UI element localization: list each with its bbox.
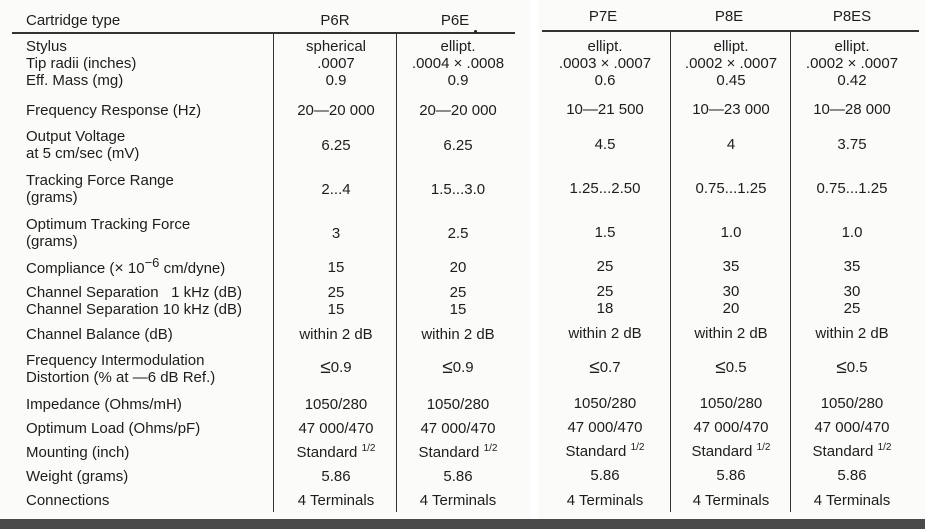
cell-p6e-compliance: 20 xyxy=(449,259,467,276)
cell-p7e-voltage: 4.5 xyxy=(594,136,616,153)
cell-p7e-frequency: 10—21 500 xyxy=(566,101,644,118)
cell-p6e-balance: within 2 dB xyxy=(421,326,495,343)
row-label-mounting: Mounting (inch) xyxy=(26,444,130,461)
cell-p7e-load: 47 000/470 xyxy=(567,419,643,436)
cell-p6e-frequency: 20—20 000 xyxy=(419,102,497,119)
header-cartridge-type: Cartridge type xyxy=(26,12,121,29)
header-model-p8e: P8E xyxy=(714,8,744,25)
cell-p6e-impedance: 1050/280 xyxy=(426,396,490,413)
cell-p6e-voltage: 6.25 xyxy=(443,137,473,154)
cell-p8es-intermodulation: ≤0.5 xyxy=(836,357,868,378)
cell-p6r-frequency: 20—20 000 xyxy=(297,102,375,119)
row-label-output-voltage: Output Voltage at 5 cm/sec (mV) xyxy=(26,128,140,162)
row-label-channel-balance: Channel Balance (dB) xyxy=(26,326,173,343)
cell-p6r-mounting: Standard $^{1/2}$ xyxy=(296,443,376,461)
cell-p6r-intermodulation: ≤0.9 xyxy=(320,357,352,378)
cell-p7e-compliance: 25 xyxy=(596,258,614,275)
bottom-edge-bar xyxy=(0,519,925,529)
cell-p8es-optimum-force: 1.0 xyxy=(841,224,863,241)
header-rule-right xyxy=(542,30,919,32)
cell-p8e-balance: within 2 dB xyxy=(694,325,768,342)
cell-p8e-intermodulation: ≤0.5 xyxy=(715,357,747,378)
cell-p8es-separation: 30 25 xyxy=(843,283,861,317)
cell-p6e-stylus: ellipt. .0004 × .0008 0.9 xyxy=(411,38,505,89)
cell-p8e-voltage: 4 xyxy=(726,136,736,153)
cell-p7e-intermodulation: ≤0.7 xyxy=(589,357,621,378)
cell-p6r-optimum-force: 3 xyxy=(331,225,341,242)
row-label-channel-separation: Channel Separation 1 kHz (dB) Channel Separation 10 kHz (dB) xyxy=(26,284,242,318)
header-model-p6e: P6E xyxy=(440,12,470,29)
cell-p8e-frequency: 10—23 000 xyxy=(692,101,770,118)
cell-p8e-connections: 4 Terminals xyxy=(692,492,770,509)
cell-p8es-impedance: 1050/280 xyxy=(820,395,884,412)
cell-p6r-connections: 4 Terminals xyxy=(297,492,375,509)
row-label-frequency-response: Frequency Response (Hz) xyxy=(26,102,202,119)
header-model-p6r: P6R xyxy=(320,12,350,29)
cell-p8e-mounting: Standard $^{1/2}$ xyxy=(691,442,771,460)
cell-p7e-connections: 4 Terminals xyxy=(566,492,644,509)
cell-p8e-stylus: ellipt. .0002 × .0007 0.45 xyxy=(684,38,778,89)
row-label-connections: Connections xyxy=(26,492,110,509)
header-rule-left xyxy=(12,32,515,34)
cell-p7e-stylus: ellipt. .0003 × .0007 0.6 xyxy=(558,38,652,89)
row-label-intermodulation: Frequency Intermodulation Distortion (% at —6 dB Ref.) xyxy=(26,352,216,386)
page-gutter xyxy=(531,0,538,529)
cell-p8es-frequency: 10—28 000 xyxy=(813,101,891,118)
cell-p6e-intermodulation: ≤0.9 xyxy=(442,357,474,378)
row-label-impedance: Impedance (Ohms/mH) xyxy=(26,396,182,413)
cell-p7e-impedance: 1050/280 xyxy=(573,395,637,412)
cell-p7e-tracking-range: 1.25...2.50 xyxy=(569,180,641,197)
cell-p6e-optimum-force: 2.5 xyxy=(447,225,469,242)
cell-p6r-tracking-range: 2...4 xyxy=(321,181,351,198)
cell-p8es-load: 47 000/470 xyxy=(814,419,890,436)
row-label-tracking-force-range: Tracking Force Range (grams) xyxy=(26,172,174,206)
cell-p7e-optimum-force: 1.5 xyxy=(594,224,616,241)
row-label-optimum-tracking-force: Optimum Tracking Force (grams) xyxy=(26,216,191,250)
cell-p6r-balance: within 2 dB xyxy=(299,326,373,343)
cell-p6r-impedance: 1050/280 xyxy=(304,396,368,413)
cell-p8es-weight: 5.86 xyxy=(837,467,867,484)
cell-p8e-weight: 5.86 xyxy=(716,467,746,484)
row-label-weight: Weight (grams) xyxy=(26,468,129,485)
cell-p6r-stylus: spherical .0007 0.9 xyxy=(305,38,367,89)
cell-p7e-mounting: Standard $^{1/2}$ xyxy=(565,442,645,460)
row-label-optimum-load: Optimum Load (Ohms/pF) xyxy=(26,420,201,437)
cell-p8e-separation: 30 20 xyxy=(722,283,740,317)
cell-p8e-tracking-range: 0.75...1.25 xyxy=(695,180,767,197)
cell-p8e-compliance: 35 xyxy=(722,258,740,275)
dot-mark xyxy=(474,30,477,33)
column-divider xyxy=(273,34,274,512)
cell-p6e-load: 47 000/470 xyxy=(420,420,496,437)
cell-p6r-compliance: 15 xyxy=(327,259,345,276)
header-model-p7e: P7E xyxy=(588,8,618,25)
cell-p6r-voltage: 6.25 xyxy=(321,137,351,154)
cell-p6e-separation: 25 15 xyxy=(449,284,467,318)
row-label-stylus: Stylus Tip radii (inches) Eff. Mass (mg) xyxy=(26,38,137,89)
cell-p7e-separation: 25 18 xyxy=(596,283,614,317)
cell-p8e-impedance: 1050/280 xyxy=(699,395,763,412)
cell-p8es-stylus: ellipt. .0002 × .0007 0.42 xyxy=(805,38,899,89)
cell-p6e-weight: 5.86 xyxy=(443,468,473,485)
cell-p7e-balance: within 2 dB xyxy=(568,325,642,342)
cell-p8es-voltage: 3.75 xyxy=(837,136,867,153)
cell-p8e-load: 47 000/470 xyxy=(693,419,769,436)
cell-p6e-connections: 4 Terminals xyxy=(419,492,497,509)
cell-p7e-weight: 5.86 xyxy=(590,467,620,484)
cell-p6r-weight: 5.86 xyxy=(321,468,351,485)
cell-p6e-tracking-range: 1.5...3.0 xyxy=(430,181,486,198)
row-label-compliance: Compliance (× 10−6 cm/dyne) xyxy=(26,255,226,277)
cell-p6e-mounting: Standard $^{1/2}$ xyxy=(418,443,498,461)
cell-p6r-load: 47 000/470 xyxy=(298,420,374,437)
cell-p8es-connections: 4 Terminals xyxy=(813,492,891,509)
cell-p6r-separation: 25 15 xyxy=(327,284,345,318)
cell-p8es-balance: within 2 dB xyxy=(815,325,889,342)
cell-p8es-tracking-range: 0.75...1.25 xyxy=(816,180,888,197)
header-model-p8es: P8ES xyxy=(832,8,872,25)
spec-table-right xyxy=(538,0,925,529)
cell-p8es-mounting: Standard $^{1/2}$ xyxy=(812,442,892,460)
cell-p8e-optimum-force: 1.0 xyxy=(720,224,742,241)
cell-p8es-compliance: 35 xyxy=(843,258,861,275)
